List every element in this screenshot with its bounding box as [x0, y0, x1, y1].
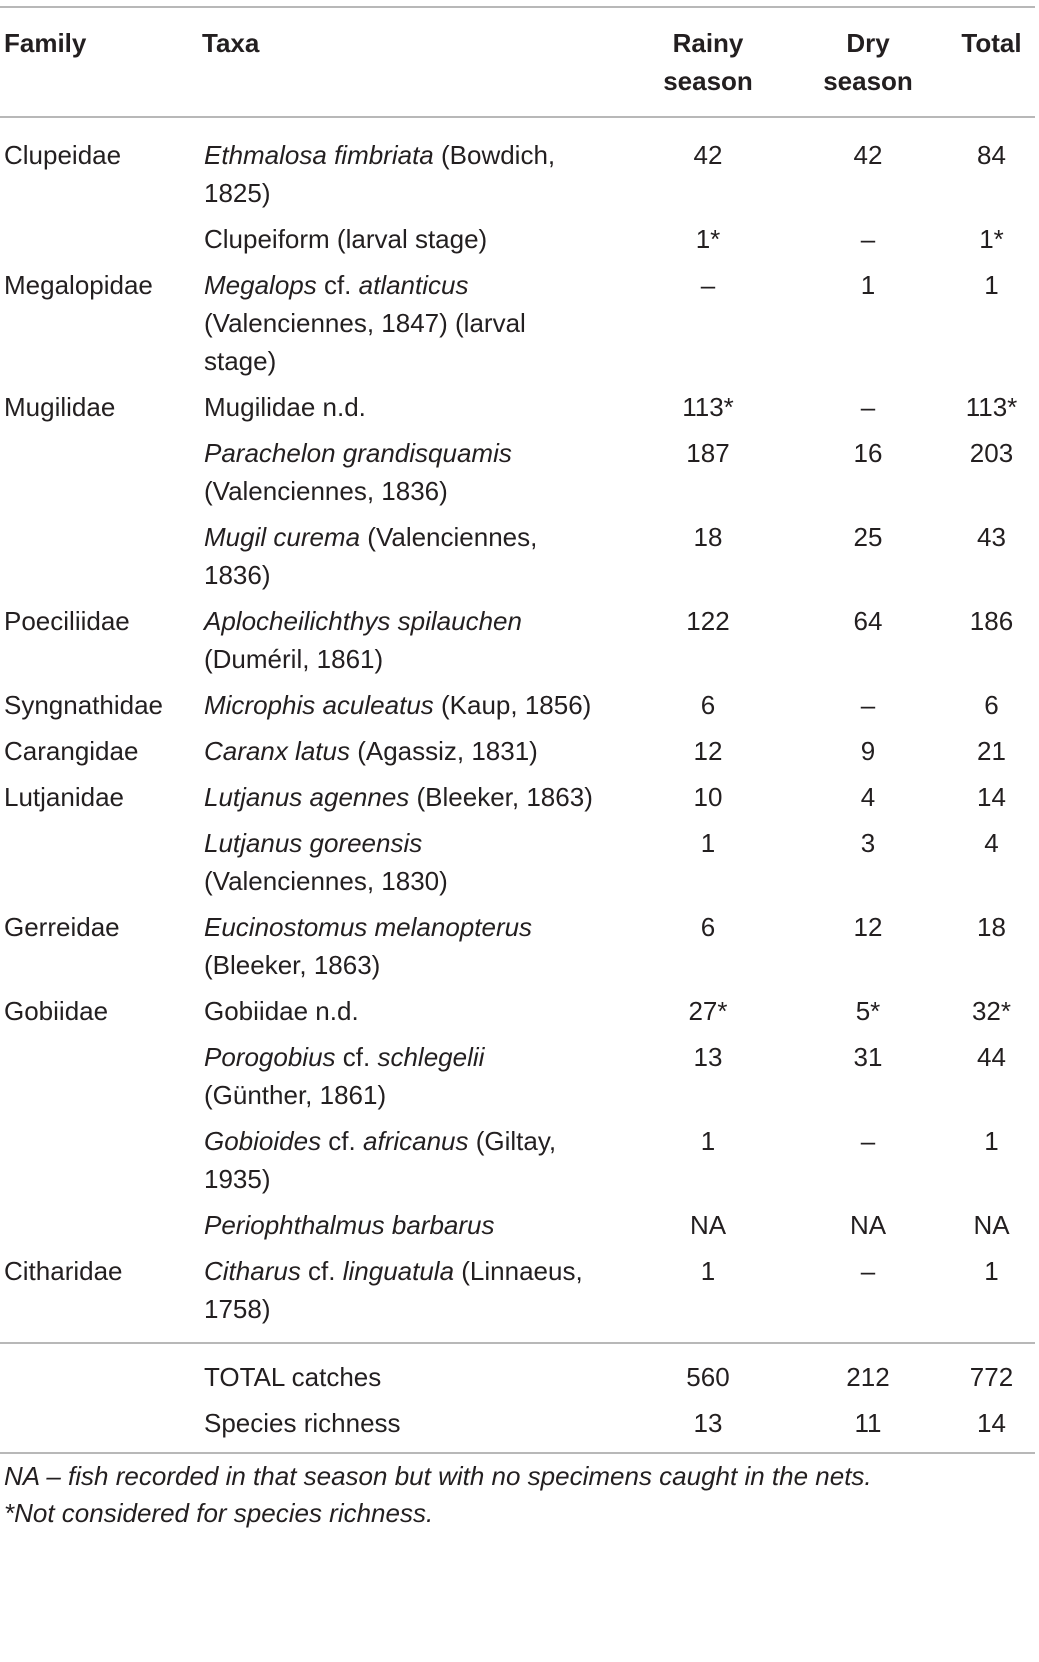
totals-dry: 11 [788, 1400, 948, 1453]
table-row [0, 682, 1035, 728]
cell-dry: 3 [860, 828, 876, 858]
totals-total: 14 [948, 1400, 1035, 1453]
table-body [0, 117, 1035, 1343]
table-row [0, 384, 1035, 430]
cell-rainy: 1 [700, 1126, 716, 1156]
header-taxa: Taxa [198, 7, 628, 117]
cell-rainy: 6 [700, 690, 716, 720]
cell-family [0, 1343, 198, 1400]
taxa-scientific-name: schlegelii [377, 1042, 485, 1072]
cell-taxa [198, 430, 628, 514]
taxa-text: cf. [321, 1126, 363, 1156]
taxa-scientific-name: atlanticus [358, 270, 469, 300]
table-row [0, 988, 1035, 1034]
cell-dry: 31 [853, 1042, 883, 1072]
cell-family: Gerreidae [4, 912, 120, 942]
cell-rainy: 187 [686, 438, 730, 468]
taxa-text: (Agassiz, 1831) [349, 736, 538, 766]
cell-family [0, 820, 198, 904]
totals-label: TOTAL catches [204, 1362, 382, 1392]
cell-family: Mugilidae [4, 392, 116, 422]
header-dry-line1: Dry [846, 28, 890, 58]
cell-taxa [198, 1118, 628, 1202]
cell-dry: 25 [853, 522, 883, 552]
cell-total: 18 [977, 912, 1006, 942]
table-row [0, 820, 1035, 904]
cell-dry: – [860, 1126, 876, 1156]
cell-total: 6 [984, 690, 999, 720]
cell-total: 1 [948, 1248, 1035, 1343]
table-row [0, 904, 1035, 988]
cell-dry: 42 [853, 140, 883, 170]
taxa-scientific-name: Aplocheilichthys spilauchen [204, 606, 522, 636]
cell-family [0, 514, 198, 598]
cell-rainy: 13 [693, 1042, 723, 1072]
cell-family [0, 1034, 198, 1118]
totals-dry: 212 [846, 1362, 890, 1392]
cell-total: 44 [977, 1042, 1006, 1072]
cell-family [0, 216, 198, 262]
table-row [0, 430, 1035, 514]
header-rainy-line2: season [663, 66, 753, 96]
cell-rainy: 6 [700, 912, 716, 942]
taxa-scientific-name: Caranx latus [204, 736, 350, 766]
table-header-row [0, 7, 1035, 117]
taxa-scientific-name: linguatula [342, 1256, 455, 1286]
cell-taxa [198, 820, 628, 904]
cell-taxa [198, 384, 628, 430]
header-rainy-line1: Rainy [672, 28, 744, 58]
taxa-text: (Kaup, 1856) [433, 690, 592, 720]
table-row [0, 1034, 1035, 1118]
taxa-text: Clupeiform (larval stage) [204, 224, 488, 254]
table-row [0, 262, 1035, 384]
taxa-scientific-name: Mugil curema [204, 522, 361, 552]
cell-rainy: 18 [693, 522, 723, 552]
taxa-text: cf. [300, 1256, 343, 1286]
cell-total: 1 [984, 1126, 999, 1156]
taxa-text: (Bleeker, 1863) [204, 912, 540, 980]
cell-dry: 12 [853, 912, 883, 942]
cell-taxa [198, 682, 628, 728]
cell-taxa [198, 514, 628, 598]
taxa-text: Gobiidae n.d. [204, 996, 359, 1026]
table-notes [0, 1454, 1035, 1532]
cell-taxa [198, 774, 628, 820]
cell-family [0, 430, 198, 514]
cell-dry: – [860, 224, 876, 254]
cell-family: Citharidae [0, 1248, 198, 1343]
cell-total: 32* [971, 996, 1012, 1026]
cell-total: 4 [984, 828, 999, 858]
cell-total: 1* [979, 224, 1004, 254]
taxa-text: cf. [335, 1042, 378, 1072]
table-row [0, 514, 1035, 598]
taxa-text: (Duméril, 1861) [204, 606, 530, 674]
cell-taxa [198, 1202, 628, 1248]
cell-taxa [198, 1034, 628, 1118]
cell-family [0, 1400, 198, 1453]
cell-dry: NA [849, 1210, 887, 1240]
cell-dry: 5* [855, 996, 881, 1026]
taxa-text: (Giltay, 1935) [204, 1126, 564, 1194]
cell-rainy: 122 [686, 606, 730, 636]
taxa-text: (Valenciennes, 1847) (larval stage) [204, 270, 534, 376]
taxa-scientific-name: Porogobius [204, 1042, 336, 1072]
table-row [0, 117, 1035, 216]
totals-rainy: 13 [628, 1400, 788, 1453]
taxa-scientific-name: Gobioides [204, 1126, 322, 1156]
cell-rainy: 113* [682, 392, 734, 422]
taxa-scientific-name: Ethmalosa fimbriata [204, 140, 434, 170]
taxa-text: Mugilidae n.d. [204, 392, 366, 422]
taxa-text: (Valenciennes, 1830) [204, 828, 448, 896]
taxa-scientific-name: Megalops [204, 270, 317, 300]
cell-rainy: 1* [695, 224, 721, 254]
cell-dry: – [788, 1248, 948, 1343]
cell-rainy: 27* [688, 996, 728, 1026]
taxa-text: (Valenciennes, 1836) [204, 522, 545, 590]
taxa-scientific-name: Lutjanus goreensis [204, 828, 423, 858]
table-row [0, 1118, 1035, 1202]
cell-dry: – [860, 392, 876, 422]
taxa-scientific-name: africanus [362, 1126, 469, 1156]
cell-dry: 16 [853, 438, 883, 468]
cell-total: 203 [969, 438, 1014, 468]
header-family: Family [0, 7, 198, 117]
cell-total: 84 [977, 140, 1006, 170]
cell-family: Carangidae [4, 736, 139, 766]
cell-family: Clupeidae [4, 140, 122, 170]
cell-rainy: – [700, 270, 716, 300]
cell-rainy: 10 [693, 782, 723, 812]
species-table-container [0, 6, 1035, 1532]
header-total: Total [948, 7, 1035, 117]
taxa-text: (Bowdich, 1825) [204, 140, 563, 208]
table-row [0, 216, 1035, 262]
note-asterisk: *Not considered for species richness. [4, 1498, 434, 1528]
cell-taxa [198, 988, 628, 1034]
cell-family [0, 1202, 198, 1248]
header-dry-line2: season [823, 66, 913, 96]
cell-taxa [198, 1248, 628, 1343]
cell-total: NA [973, 1210, 1010, 1240]
cell-rainy: NA [689, 1210, 727, 1240]
cell-total: 14 [977, 782, 1006, 812]
totals-label: Species richness [198, 1400, 628, 1453]
taxa-text: (Bleeker, 1863) [409, 782, 593, 812]
totals-total: 772 [969, 1362, 1014, 1392]
table-row [0, 1248, 1035, 1343]
taxa-scientific-name: Citharus [204, 1256, 301, 1286]
cell-dry: – [860, 690, 876, 720]
totals-rainy: 560 [686, 1362, 730, 1392]
cell-total: 21 [977, 736, 1006, 766]
cell-family: Gobiidae [4, 996, 109, 1026]
cell-rainy: 42 [693, 140, 723, 170]
taxa-scientific-name: Microphis aculeatus [204, 690, 434, 720]
note-na: NA – fish recorded in that season but with no specimens caught in the nets. [4, 1461, 872, 1491]
totals-row [0, 1400, 1035, 1453]
table-row [0, 598, 1035, 682]
cell-total: 113* [965, 392, 1018, 422]
cell-rainy: 12 [693, 736, 723, 766]
taxa-text: cf. [316, 270, 359, 300]
cell-family: Lutjanidae [4, 782, 124, 812]
cell-dry: 64 [853, 606, 883, 636]
taxa-scientific-name: Lutjanus agennes [204, 782, 410, 812]
header-rainy-season [628, 7, 788, 117]
cell-rainy: 1 [700, 828, 716, 858]
taxa-text: (Günther, 1861) [204, 1042, 492, 1110]
cell-taxa [198, 728, 628, 774]
taxa-text: (Linnaeus, 1758) [204, 1256, 590, 1324]
taxa-text: (Valenciennes, 1836) [204, 438, 520, 506]
cell-dry: 1 [860, 270, 876, 300]
cell-taxa [198, 598, 628, 682]
taxa-scientific-name: Parachelon grandisquamis [204, 438, 512, 468]
cell-total: 1 [984, 270, 999, 300]
cell-taxa [198, 216, 628, 262]
cell-dry: 9 [860, 736, 876, 766]
header-dry-season [788, 7, 948, 117]
cell-dry: 4 [860, 782, 876, 812]
cell-taxa [198, 904, 628, 988]
taxa-scientific-name: Eucinostomus melanopterus [204, 912, 533, 942]
cell-total: 43 [977, 522, 1006, 552]
cell-family: Megalopidae [4, 270, 153, 300]
table-totals [0, 1343, 1035, 1453]
table-row [0, 1202, 1035, 1248]
cell-total: 186 [969, 606, 1014, 636]
species-table [0, 6, 1035, 1454]
totals-row [0, 1343, 1035, 1400]
cell-taxa [198, 262, 628, 384]
cell-family [0, 1118, 198, 1202]
table-row [0, 728, 1035, 774]
table-row [0, 774, 1035, 820]
cell-family: Poeciliidae [4, 606, 130, 636]
cell-taxa [198, 117, 628, 216]
taxa-scientific-name: Periophthalmus barbarus [204, 1210, 495, 1240]
cell-rainy: 1 [628, 1248, 788, 1343]
cell-family: Syngnathidae [4, 690, 164, 720]
